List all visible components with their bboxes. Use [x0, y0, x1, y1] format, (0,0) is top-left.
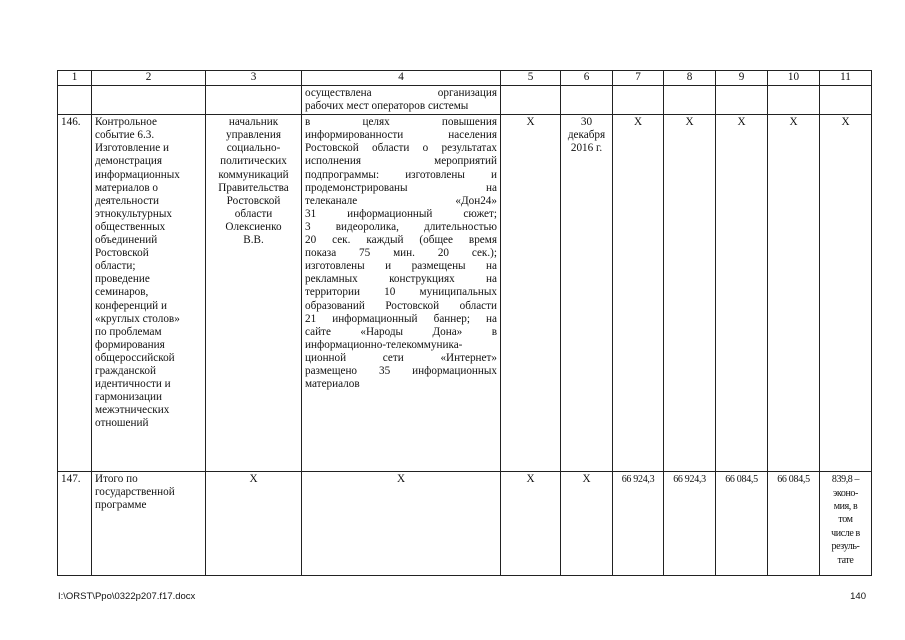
col-number-7: 7: [613, 71, 664, 86]
text-line: 31 информационный сюжет;: [305, 207, 497, 220]
text-line: материалов о: [95, 181, 159, 194]
text-line: Правительства: [218, 181, 289, 194]
text-line: 30: [580, 116, 593, 129]
col-number-5: 5: [501, 71, 561, 86]
text-line: 20 сек. каждый (общее время: [305, 234, 497, 247]
cell-empty: [820, 86, 872, 115]
text-line: конференций и: [95, 299, 167, 312]
text-line: начальник: [228, 116, 279, 129]
col-number-10: 10: [768, 71, 820, 86]
file-path: I:\ORST\Ppo\0322p207.f17.docx: [58, 591, 196, 602]
text-line: материалов: [305, 378, 360, 391]
text-line: Ростовской: [226, 194, 281, 207]
cell-col7: X: [613, 115, 664, 472]
text-line: 3 видеоролика, длительностью: [305, 220, 497, 233]
text-line: в целях повышения: [305, 116, 497, 129]
col-number-4: 4: [302, 71, 501, 86]
text-line: государственной: [95, 486, 175, 499]
text-line: деятельности: [95, 194, 160, 207]
text-line: коммуникаций: [218, 168, 289, 181]
savings-note: [820, 472, 872, 576]
text-line: эконо-: [833, 487, 858, 499]
text-line: рабочих мест операторов системы: [305, 100, 469, 113]
text-line: осуществлена организация: [305, 87, 497, 99]
total-value-col8: 66 924,3: [664, 472, 716, 576]
text-line: общественных: [95, 220, 166, 233]
cell-empty: [501, 86, 561, 115]
text-line: информированности населения: [305, 129, 497, 142]
text-line: области;: [95, 260, 136, 273]
cell-col8: X: [664, 115, 716, 472]
cell-col5: X: [501, 472, 561, 576]
text-line: области: [234, 207, 273, 220]
text-line: Ростовской области о результатах: [305, 142, 497, 155]
row-number: 147.: [58, 472, 92, 576]
continuation-description: [302, 86, 501, 115]
text-line: телеканале «Дон24»: [305, 194, 497, 207]
text-line: изготовлены и размещены на: [305, 260, 497, 273]
text-line: мия, в: [833, 501, 858, 512]
text-line: числе в: [831, 527, 860, 539]
deadline-date: [561, 115, 613, 472]
column-number-row: [58, 71, 872, 86]
text-line: сайте «Народы Дона» в: [305, 325, 497, 338]
text-line: рекламных конструкциях на: [305, 273, 497, 286]
text-line: демонстрация: [95, 155, 162, 168]
responsible-person: [206, 115, 302, 472]
text-line: социально-: [226, 142, 281, 155]
cell-empty: [92, 86, 206, 115]
text-line: программе: [95, 499, 147, 512]
text-line: формирования: [95, 338, 165, 351]
cell-col3: X: [206, 472, 302, 576]
col-number-6: 6: [561, 71, 613, 86]
text-line: резуль-: [831, 541, 860, 553]
text-line: управления: [226, 129, 281, 142]
col-number-8: 8: [664, 71, 716, 86]
text-line: объединений: [95, 234, 158, 247]
cell-col5: X: [501, 115, 561, 472]
col-number-2: 2: [92, 71, 206, 86]
text-line: политических: [220, 155, 287, 168]
event-description: [302, 115, 501, 472]
row-number: 146.: [58, 115, 92, 472]
text-line: этнокультурных: [95, 207, 172, 220]
cell-col4: X: [302, 472, 501, 576]
text-line: образований Ростовской области: [305, 299, 497, 312]
report-table: [57, 70, 872, 576]
cell-col6: X: [561, 472, 613, 576]
col-number-1: 1: [58, 71, 92, 86]
text-line: исполнения мероприятий: [305, 155, 497, 168]
cell-empty: [664, 86, 716, 115]
cell-empty: [716, 86, 768, 115]
text-line: 2016 г.: [570, 142, 603, 155]
col-number-9: 9: [716, 71, 768, 86]
text-line: семинаров,: [95, 286, 149, 299]
cell-col9: X: [716, 115, 768, 472]
text-line: том: [838, 514, 853, 526]
col-number-11: 11: [820, 71, 872, 86]
text-line: Итого по: [95, 473, 138, 486]
text-line: «круглых столов»: [95, 312, 180, 325]
text-line: отношений: [95, 417, 149, 430]
text-line: продемонстрированы на: [305, 181, 497, 194]
text-line: В.В.: [243, 234, 264, 247]
text-line: Изготовление и: [95, 142, 169, 155]
page-number: 140: [850, 591, 866, 602]
text-line: Ростовской: [95, 247, 149, 260]
text-line: ционной сети «Интернет»: [305, 351, 497, 364]
text-line: гражданской: [95, 364, 156, 377]
text-line: общероссийской: [95, 351, 175, 364]
text-line: размещено 35 информационных: [305, 364, 497, 377]
text-line: тате: [837, 554, 854, 566]
total-value-col10: 66 084,5: [768, 472, 820, 576]
event-name: [92, 115, 206, 472]
cell-empty: [768, 86, 820, 115]
text-line: информационных: [95, 168, 180, 181]
col-number-3: 3: [206, 71, 302, 86]
text-line: показа 75 мин. 20 сек.);: [305, 247, 497, 260]
text-line: гармонизации: [95, 391, 162, 404]
text-line: 21 информационный баннер; на: [305, 312, 497, 325]
text-line: подпрограммы: изготовлены и: [305, 168, 497, 181]
cell-empty: [561, 86, 613, 115]
cell-col10: X: [768, 115, 820, 472]
text-line: проведение: [95, 273, 150, 286]
text-line: событие 6.3.: [95, 129, 155, 142]
text-line: информационно-телекоммуника-: [305, 338, 463, 351]
table-row: [58, 115, 872, 472]
cell-empty: [58, 86, 92, 115]
total-value-col9: 66 084,5: [716, 472, 768, 576]
text-line: межэтнических: [95, 404, 170, 417]
total-label: [92, 472, 206, 576]
text-line: Олексиенко: [225, 220, 282, 233]
text-line: идентичности и: [95, 378, 171, 391]
cell-empty: [613, 86, 664, 115]
cell-col11: X: [820, 115, 872, 472]
total-value-col7: 66 924,3: [613, 472, 664, 576]
continuation-row: [58, 86, 872, 115]
text-line: декабря: [567, 129, 606, 142]
text-line: по проблемам: [95, 325, 162, 338]
table-row: [58, 472, 872, 576]
text-line: 839,8 –: [831, 474, 860, 486]
text-line: Контрольное: [95, 116, 157, 129]
text-line: территории 10 муниципальных: [305, 286, 497, 299]
cell-empty: [206, 86, 302, 115]
